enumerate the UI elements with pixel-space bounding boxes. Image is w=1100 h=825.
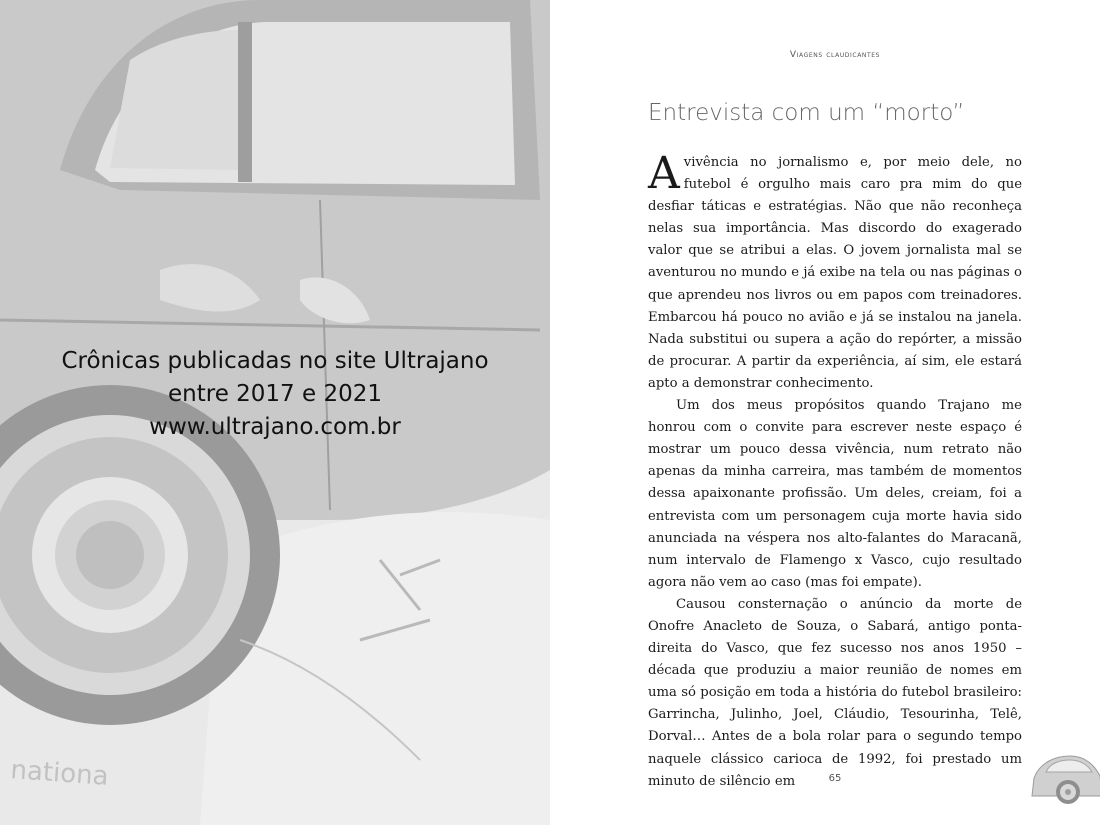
left-caption — [0, 345, 550, 444]
paragraph-3: Causou consternação o anúncio da morte de Onofre Anacleto de Souza, o Sabará, antigo ponta-direita do Vasco, que fez sucesso nos anos 1950 – década que produziu a maior reunião de nomes em uma só posição em toda a história do futebol brasileiro: Garrincha, Julinho, Joel, Cláudio, Tesourinha, Telê, Dorval… Antes de a bola rolar para o segundo tempo naquele clássico carioca de 1992, foi prestado um minuto de silêncio em — [648, 596, 1022, 789]
caption-line-2: entre 2017 e 2021 — [168, 381, 382, 407]
running-head: Viagens claudicantes — [789, 50, 881, 60]
caption-line-3: www.ultrajano.com.br — [149, 414, 401, 440]
body-text — [648, 148, 1022, 793]
photo-lettering: nationa — [9, 755, 110, 792]
right-page — [550, 0, 1100, 825]
paragraph-1-text: vivência no jornalismo e, por meio dele, no futebol é orgulho mais caro pra mim do que desfiar táticas e estratégias. Não que não reconheça nelas sua importância. Mas discordo do exagerado valor que se atribui a elas. O jovem jornalista mal se aventurou no mundo e já exibe na tela ou nas páginas o que aprendeu nos livros ou em papos com treinadores. Embarcou há pouco no avião e já se instalou na janela. Nada substitui ou supera a ação do repórter, a missão de procurar. A partir da experiência, aí sim, ele estará apto a demonstrar conhecimento. — [648, 155, 1022, 391]
chapter-title: Entrevista com um “morto” — [648, 100, 965, 126]
paragraph-2: Um dos meus propósitos quando Trajano me honrou com o convite para escrever neste espaço é mostrar um pouco dessa vivência, num retrato não apenas da minha carreira, mas também de momentos dessa apaixonante profissão. Um deles, creiam, foi a entrevista com um personagem cuja morte havia sido anunciada na véspera nos alto-falantes do Maracanã, num intervalo de Flamengo x Vasco, cujo resultado agora não vem ao caso (mas foi empate). — [648, 398, 1022, 590]
vintage-car-icon — [1030, 748, 1100, 806]
page-number: 65 — [828, 773, 842, 784]
paragraph-1 — [648, 148, 1022, 395]
caption-line-1: Crônicas publicadas no site Ultrajano — [61, 348, 489, 374]
drop-cap: A — [648, 148, 680, 199]
